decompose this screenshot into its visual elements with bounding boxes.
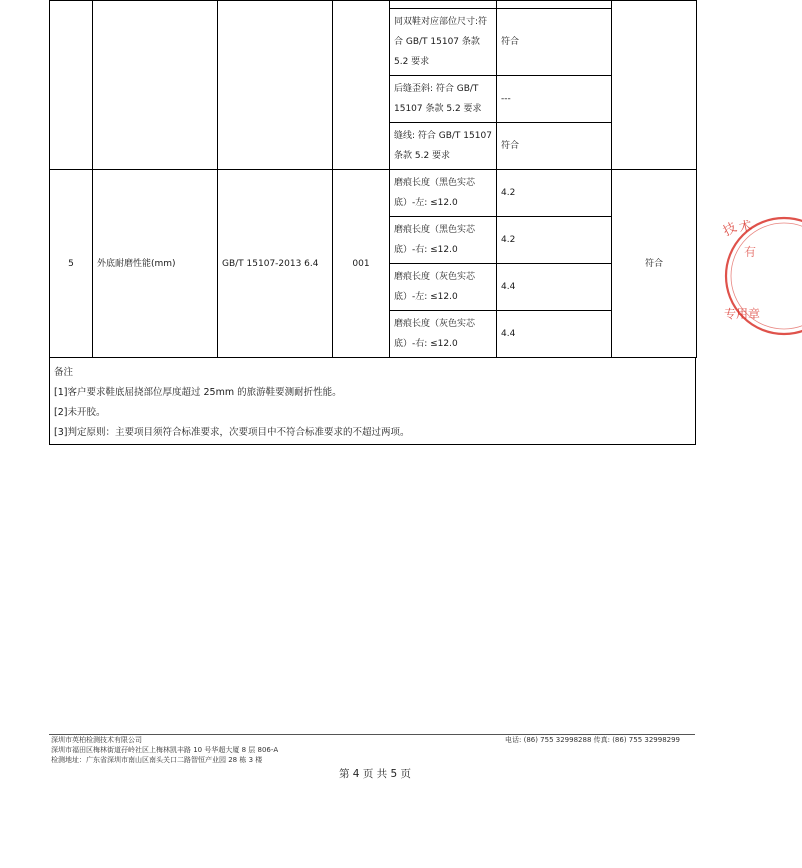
requirement-cell: 磨痕长度（黑色实芯底）-左: ≤12.0 [390, 170, 497, 217]
svg-text:有: 有 [744, 245, 757, 259]
test-results-table [49, 0, 697, 358]
footer-company: 深圳市英柏检测技术有限公司 [51, 736, 142, 744]
notes-box [49, 357, 696, 445]
svg-text:专用章: 专用章 [724, 307, 761, 321]
note-line: [2]未开胶。 [54, 407, 106, 418]
item-number: 5 [50, 170, 93, 358]
page-number: 第 4 页 共 5 页 [338, 768, 412, 780]
test-method: GB/T 15107-2013 6.4 [218, 170, 333, 358]
result-cell: 4.2 [497, 170, 612, 217]
requirement-cell: 缝线: 符合 GB/T 15107 条款 5.2 要求 [390, 123, 497, 170]
table-row [50, 170, 697, 217]
requirement-cell: 磨痕长度（灰色实芯底）-左: ≤12.0 [390, 264, 497, 311]
result-cell: 符合 [497, 9, 612, 76]
footer-contact: 电话: (86) 755 32998288 传真: (86) 755 32998299 [505, 736, 681, 744]
requirement-cell: 磨痕长度（黑色实芯底）-右: ≤12.0 [390, 217, 497, 264]
note-line: [3]判定原则：主要项目须符合标准要求，次要项目中不符合标准要求的不超过两项。 [54, 427, 410, 438]
footer-address: 深圳市福田区梅林街道孖岭社区上梅林凯丰路 10 号华超大厦 8 层 806-A [51, 746, 279, 754]
footer-divider [49, 734, 695, 735]
conclusion-cell: 符合 [612, 170, 697, 358]
table-row [50, 1, 697, 9]
result-cell: 4.4 [497, 264, 612, 311]
result-cell: 符合 [497, 123, 612, 170]
company-seal-stamp [722, 214, 802, 338]
footer-lab-address: 检测地址：广东省深圳市南山区南头关口二路智恒产业园 28 栋 3 楼 [51, 756, 263, 764]
result-cell: 4.4 [497, 311, 612, 358]
svg-text:术: 术 [737, 218, 754, 236]
note-line: [1]客户要求鞋底屈挠部位厚度超过 25mm 的旅游鞋要测耐折性能。 [54, 387, 342, 398]
requirement-cell: 磨痕长度（灰色实芯底）-右: ≤12.0 [390, 311, 497, 358]
item-name: 外底耐磨性能(mm) [93, 170, 218, 358]
requirement-cell: 后缝歪斜: 符合 GB/T 15107 条款 5.2 要求 [390, 76, 497, 123]
requirement-cell: 同双鞋对应部位尺寸:符合 GB/T 15107 条款 5.2 要求 [390, 9, 497, 76]
result-cell: 4.2 [497, 217, 612, 264]
notes-title: 备注 [54, 367, 74, 378]
result-cell: --- [497, 76, 612, 123]
svg-text:技: 技 [720, 220, 740, 240]
sample-number: 001 [333, 170, 390, 358]
